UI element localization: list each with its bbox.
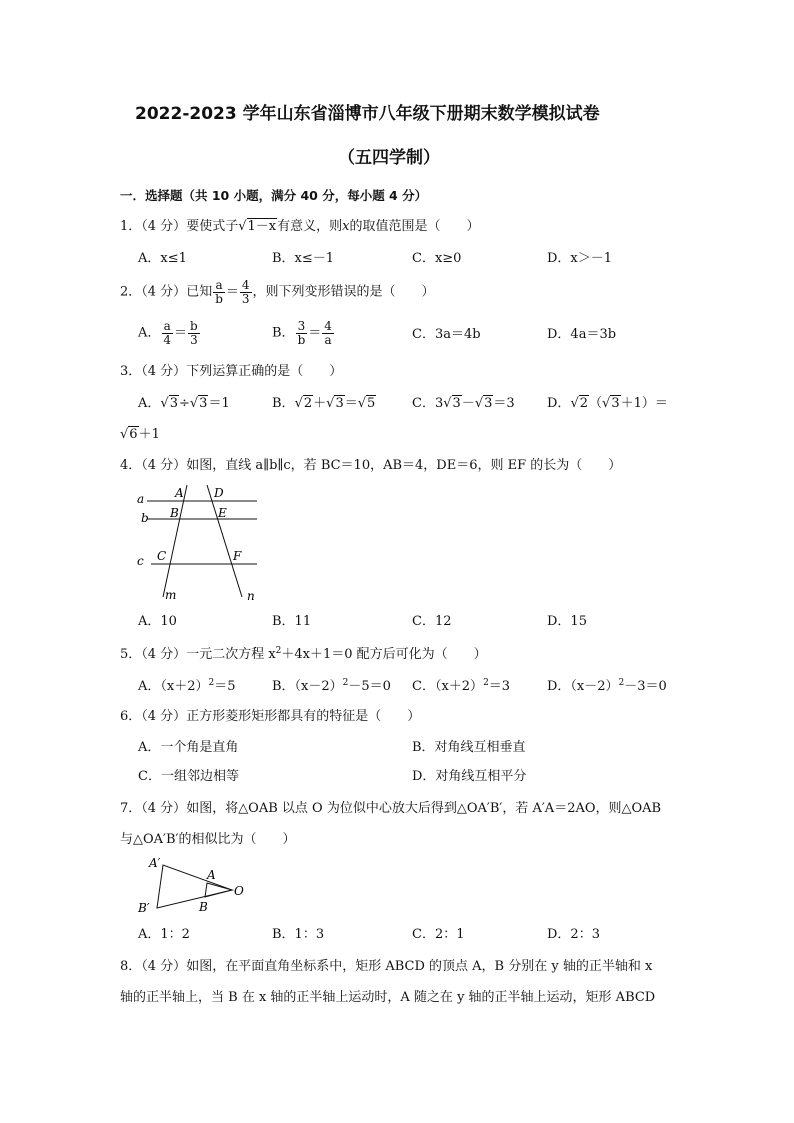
option-a[interactable]: [138, 679, 236, 693]
numerator: a: [163, 319, 171, 333]
figure-similar-triangles: [135, 853, 250, 918]
exponent: 2: [618, 678, 625, 688]
result: ＝1: [208, 396, 230, 411]
label-B: B: [199, 900, 208, 914]
option-a[interactable]: A．一个角是直角: [138, 740, 239, 755]
radicand: 2: [579, 396, 589, 411]
label-A: A: [175, 486, 184, 500]
question-number: 7．（4 分）: [120, 801, 187, 816]
label-A-prime: A′: [149, 856, 161, 870]
paren: （: [589, 396, 603, 411]
equals-sign: ＝: [225, 284, 239, 300]
equals-sign: ＝: [308, 325, 322, 341]
question-number: 6．（4 分）: [120, 709, 187, 724]
question-text: 如图，直线 a∥b∥c，若 BC＝10，AB＝4，DE＝6，则 EF 的长为（ ）: [186, 458, 622, 473]
label-C: C: [157, 549, 167, 563]
question-text: ，则下列变形错误的是（ ）: [252, 284, 435, 300]
option-d-continued: √6＋1: [120, 427, 160, 442]
option-b[interactable]: B．11: [272, 614, 312, 629]
label-b: b: [141, 511, 149, 525]
question-6: [120, 710, 420, 723]
question-text: 的取值范围是（ ）: [349, 219, 480, 234]
label-O: O: [234, 884, 244, 898]
question-number: 8．（4 分）: [120, 959, 187, 974]
option-base: D．（x－2）: [547, 679, 619, 694]
option-d[interactable]: D．2：3: [547, 927, 600, 942]
sqrt-symbol: √: [238, 219, 247, 234]
question-number: 4．（4 分）: [120, 458, 187, 473]
question-3: [120, 365, 342, 378]
question-7-line2: 与△OA′B′的相似比为（ ）: [120, 832, 296, 847]
question-5: [120, 647, 487, 661]
option-base: B．（x－2）: [272, 679, 343, 694]
option-a[interactable]: A．1：2: [138, 927, 190, 942]
option-rest: －5＝0: [348, 679, 391, 694]
label-B-prime: B′: [138, 901, 150, 915]
option-c[interactable]: C．2：1: [412, 927, 465, 942]
question-text: 已知: [186, 284, 213, 300]
question-number: 1．（4 分）: [120, 219, 187, 234]
denominator: 3: [190, 332, 198, 347]
label-m: m: [165, 588, 177, 602]
label-D: D: [214, 486, 224, 500]
option-a[interactable]: [138, 320, 201, 346]
option-a[interactable]: A．√3÷√3＝1: [138, 396, 230, 411]
denominator: 3: [241, 291, 250, 306]
question-8-line2: 轴的正半轴上，当 B 在 x 轴的正半轴上运动时，A 随之在 y 轴的正半轴上运动，矩形 ABCD: [120, 990, 656, 1005]
option-base: A．（x＋2）: [138, 679, 209, 694]
radicand: 3: [611, 396, 620, 411]
question-text: 如图，在平面直角坐标系中，矩形 ABCD 的顶点 A，B 分别在 y 轴的正半轴和 x: [186, 959, 653, 974]
option-d[interactable]: D．对角线互相平分: [412, 769, 527, 784]
equals-sign: ＝: [174, 325, 188, 341]
line-n: [207, 485, 242, 597]
option-letter: C．3: [412, 396, 444, 411]
option-c[interactable]: C．x≥0: [412, 251, 462, 266]
option-rest: ＝3: [488, 679, 511, 694]
denominator: b: [215, 291, 223, 306]
option-d[interactable]: D．√2（√3＋1）＝: [547, 396, 668, 411]
result: ＋1）＝: [620, 396, 668, 411]
radicand: 1－x: [247, 219, 277, 234]
option-c[interactable]: [412, 679, 510, 693]
option-c[interactable]: C．3√3－√3＝3: [412, 396, 515, 411]
question-4: [120, 459, 621, 472]
fraction: [161, 320, 173, 346]
label-A: A: [207, 868, 216, 882]
radicand: 3: [452, 396, 461, 411]
option-b[interactable]: B．x≤－1: [272, 251, 335, 266]
option-b[interactable]: B．√2＋√3＝√5: [272, 396, 376, 411]
question-number: 2．（4 分）: [120, 284, 187, 300]
option-letter: A．: [138, 396, 161, 411]
numerator: 4: [241, 278, 250, 292]
option-b[interactable]: [272, 320, 335, 346]
question-number: 5．（4 分）: [120, 647, 187, 662]
option-b[interactable]: B．1：3: [272, 927, 325, 942]
operator: －: [461, 396, 475, 411]
figure-parallel-lines: [135, 482, 275, 604]
fraction: [296, 320, 308, 346]
numerator: 3: [297, 319, 306, 333]
radicand: 2: [303, 396, 313, 411]
question-2: [120, 279, 435, 305]
option-letter: D．: [547, 396, 571, 411]
radicand: 5: [367, 396, 376, 411]
exponent: 2: [208, 678, 215, 688]
radicand: 3: [335, 396, 344, 411]
operator: ÷: [178, 396, 190, 411]
exponent: 2: [342, 678, 349, 688]
option-rest: ＝5: [214, 679, 236, 694]
option-d[interactable]: D．4a＝3b: [547, 327, 617, 342]
label-F: F: [233, 549, 242, 563]
exponent: 2: [275, 646, 282, 656]
radicand: 6: [129, 427, 138, 442]
option-c[interactable]: C．12: [412, 614, 452, 629]
radicand: 3: [199, 396, 208, 411]
option-letter: B．: [272, 325, 295, 341]
label-c: c: [137, 554, 144, 568]
option-a[interactable]: A．x≤1: [138, 251, 187, 266]
operator: ＋: [313, 396, 327, 411]
option-letter: A．: [138, 325, 161, 341]
page-title: 2022-2023 学年山东省淄博市八年级下册期末数学模拟试卷: [135, 104, 600, 124]
question-8: [120, 960, 652, 973]
question-text: ＋4x＋1＝0 配方后可化为（ ）: [281, 647, 487, 662]
option-d[interactable]: [547, 679, 667, 693]
equals-sign: ＝: [344, 396, 358, 411]
question-text: 如图，将△OAB 以点 O 为位似中心放大后得到△OA′B′，若 A′A＝2AO，则△OAB: [186, 801, 662, 816]
label-a: a: [137, 492, 145, 506]
question-text: 下列运算正确的是（ ）: [186, 364, 343, 379]
question-number: 3．（4 分）: [120, 364, 187, 379]
denominator: b: [297, 332, 306, 347]
variable: x: [342, 219, 350, 234]
option-c[interactable]: C．3a＝4b: [412, 327, 481, 342]
fraction: [213, 279, 225, 305]
result: ＝3: [493, 396, 515, 411]
line-m: [163, 485, 187, 597]
question-text: 一元二次方程 x: [186, 647, 276, 662]
section-heading: 一．选择题（共 10 小题，满分 40 分，每小题 4 分）: [120, 188, 428, 203]
denominator: a: [324, 332, 332, 347]
numerator: b: [190, 319, 198, 333]
option-base: C．（x＋2）: [412, 679, 484, 694]
fraction: [240, 279, 252, 305]
radicand: 3: [484, 396, 493, 411]
option-d[interactable]: D．x＞－1: [547, 251, 613, 266]
option-c[interactable]: C．一组邻边相等: [138, 769, 239, 784]
option-a[interactable]: A．10: [138, 614, 177, 629]
option-letter: B．: [272, 396, 295, 411]
option-rest: －3＝0: [624, 679, 667, 694]
numerator: a: [215, 278, 223, 292]
question-text: 要使式子: [186, 219, 239, 234]
option-b[interactable]: [272, 679, 391, 693]
page-subtitle: （五四学制）: [338, 148, 440, 168]
numerator: 4: [324, 319, 332, 333]
label-E: E: [218, 506, 227, 520]
option-b[interactable]: B．对角线互相垂直: [412, 740, 526, 755]
label-n: n: [247, 589, 255, 603]
question-text: 有意义，则: [277, 219, 343, 234]
denominator: 4: [163, 332, 172, 347]
label-B: B: [170, 506, 179, 520]
fraction: [322, 320, 334, 346]
option-d[interactable]: D．15: [547, 614, 587, 629]
fraction: [188, 320, 200, 346]
question-text: 正方形菱形矩形都具有的特征是（ ）: [186, 709, 421, 724]
question-1: [120, 220, 479, 233]
exponent: 2: [483, 678, 489, 688]
question-7: [120, 802, 661, 815]
result: ＋1: [138, 427, 160, 442]
radicand: 3: [169, 396, 178, 411]
